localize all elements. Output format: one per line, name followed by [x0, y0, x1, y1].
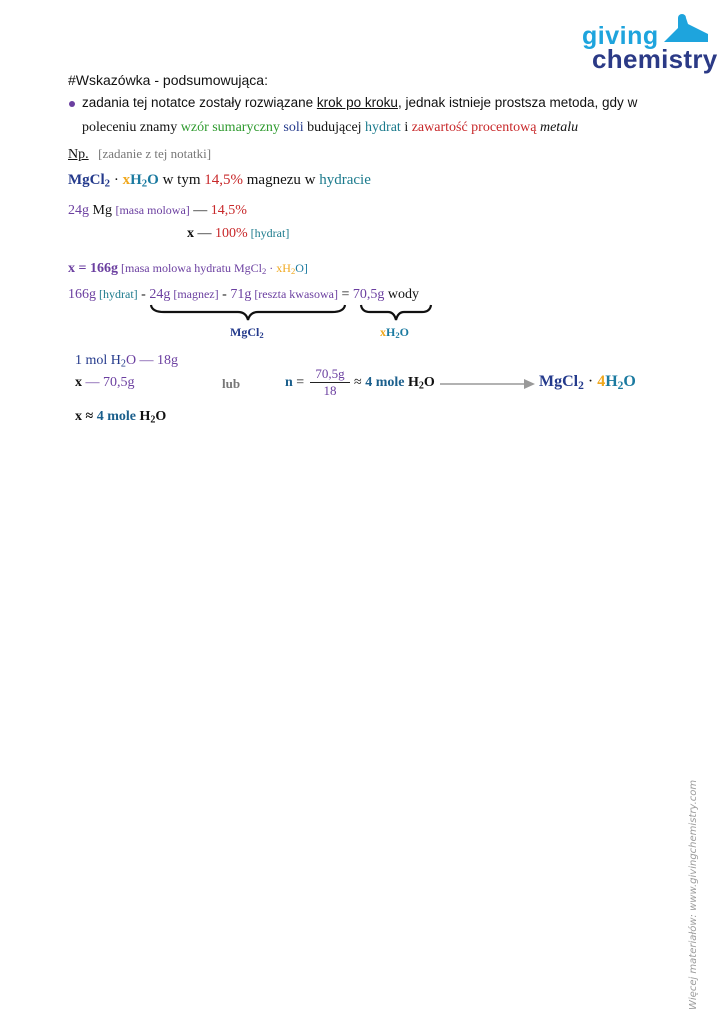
text: [masa molowa hydratu MgCl	[117, 261, 262, 275]
bullet-line2	[82, 120, 578, 136]
text: [reszta kwasowa]	[251, 287, 338, 301]
logo-line2: chemistry	[592, 44, 718, 74]
text: O	[423, 375, 435, 390]
text: i	[400, 120, 412, 135]
text: [hydrat]	[247, 226, 290, 240]
text: O	[623, 373, 636, 390]
text: x = 166g	[68, 261, 118, 276]
text-blue: soli	[279, 120, 304, 135]
n-label	[285, 375, 304, 391]
text: -	[137, 287, 150, 302]
text: x	[380, 325, 386, 339]
text: MgCl	[68, 172, 105, 188]
text: O — 18g	[125, 353, 179, 368]
text: 14,5%	[210, 203, 247, 218]
formula-water	[123, 172, 159, 188]
text-red: zawartość procentową	[411, 120, 537, 135]
text: 2	[104, 177, 111, 190]
text: 14,5%	[204, 172, 243, 188]
text: O	[147, 172, 159, 188]
text: 1 mol H	[75, 353, 121, 368]
example-line	[68, 146, 211, 163]
text: — 70,5g	[82, 375, 135, 390]
final-formula	[539, 373, 636, 392]
text: 2	[150, 414, 156, 426]
text: H	[605, 373, 618, 390]
text: H	[130, 172, 142, 188]
text: 4	[597, 373, 606, 390]
text: ·	[266, 261, 277, 275]
text: ·	[110, 172, 123, 188]
text: —	[194, 226, 215, 241]
text: H	[386, 325, 396, 339]
text-green: wzór sumaryczny	[180, 120, 280, 135]
bullet-line1	[82, 95, 637, 110]
text: ≈	[354, 375, 366, 390]
text: 2	[141, 177, 148, 190]
text: 2	[395, 330, 400, 341]
or-label: lub	[222, 376, 241, 391]
text-italic: metalu	[536, 120, 579, 135]
text: O]	[295, 261, 308, 275]
flask-icon	[658, 12, 714, 46]
text: H	[407, 375, 419, 390]
mol-line1	[75, 353, 178, 370]
text-teal: hydrat	[365, 120, 401, 135]
formula-line	[68, 172, 371, 190]
text: x	[75, 375, 82, 390]
text: budującej	[303, 120, 366, 135]
proportion-line2	[187, 226, 289, 242]
brace-water	[358, 303, 434, 323]
text: x	[187, 226, 194, 241]
text: 4 mole	[365, 375, 408, 390]
text: , jednak istnieje prostsza metoda, gdy w	[397, 95, 638, 110]
text: n	[285, 375, 293, 390]
text: MgCl	[539, 373, 579, 390]
fraction-denominator: 18	[323, 383, 337, 398]
text: O	[399, 325, 409, 339]
brace-label-salt	[230, 325, 264, 340]
text: O	[155, 409, 167, 424]
text: 24g	[68, 203, 89, 218]
text: w tym	[158, 172, 205, 188]
text: =	[337, 287, 353, 302]
brace-salt	[148, 303, 348, 323]
text: Mg	[89, 203, 116, 218]
bullet-dot	[69, 101, 75, 107]
text: wody	[384, 287, 419, 302]
text: 70,5g	[352, 287, 385, 302]
fraction	[310, 366, 350, 399]
heading: #Wskazówka - podsumowująca:	[68, 72, 268, 88]
example-note: [zadanie z tej notatki]	[98, 146, 212, 161]
text: —	[189, 203, 211, 218]
text: x ≈	[75, 409, 97, 424]
arrow-icon	[440, 378, 536, 390]
text-underlined: krok po kroku	[316, 95, 398, 110]
text: ·	[583, 373, 598, 390]
text: 2	[578, 379, 584, 392]
text: hydracie	[319, 172, 371, 188]
text: 2	[617, 379, 624, 392]
text: xH	[276, 261, 291, 275]
result-line	[68, 261, 308, 277]
text: 2	[418, 380, 424, 392]
text: zadania tej notatce zostały rozwiązane	[82, 95, 317, 110]
text: =	[292, 375, 305, 390]
n-result	[354, 375, 435, 392]
text: 2	[290, 266, 296, 277]
text: 4 mole	[96, 409, 140, 424]
text: [magnez]	[170, 287, 219, 301]
text: 2	[120, 358, 126, 370]
mol-line2	[75, 375, 135, 391]
text: [masa molowa]	[115, 203, 190, 217]
text: MgCl	[230, 325, 260, 339]
brace-label-water	[380, 325, 409, 340]
text: poleceniu znamy	[82, 120, 181, 135]
side-note: Więcej materiałów: www.givingchemistry.com	[688, 779, 699, 1010]
text: 2	[259, 330, 264, 341]
text: 71g	[230, 287, 252, 302]
fraction-numerator: 70,5g	[315, 366, 345, 381]
example-label: Np.	[68, 147, 89, 162]
text: -	[218, 287, 231, 302]
text: 2	[261, 266, 267, 277]
text: H	[139, 409, 151, 424]
conclusion-line	[75, 409, 166, 426]
giving-chemistry-logo	[578, 10, 718, 74]
logo-line1: giving	[582, 22, 659, 50]
text: [hydrat]	[96, 287, 138, 301]
text: x	[122, 172, 131, 188]
text: 100%	[215, 226, 248, 241]
proportion-line1	[68, 203, 247, 219]
calc-line	[68, 287, 419, 303]
result-note	[118, 261, 308, 275]
text: 166g	[68, 287, 96, 302]
text: magnezu w	[243, 172, 320, 188]
formula-salt	[68, 172, 110, 188]
text: 24g	[149, 287, 171, 302]
